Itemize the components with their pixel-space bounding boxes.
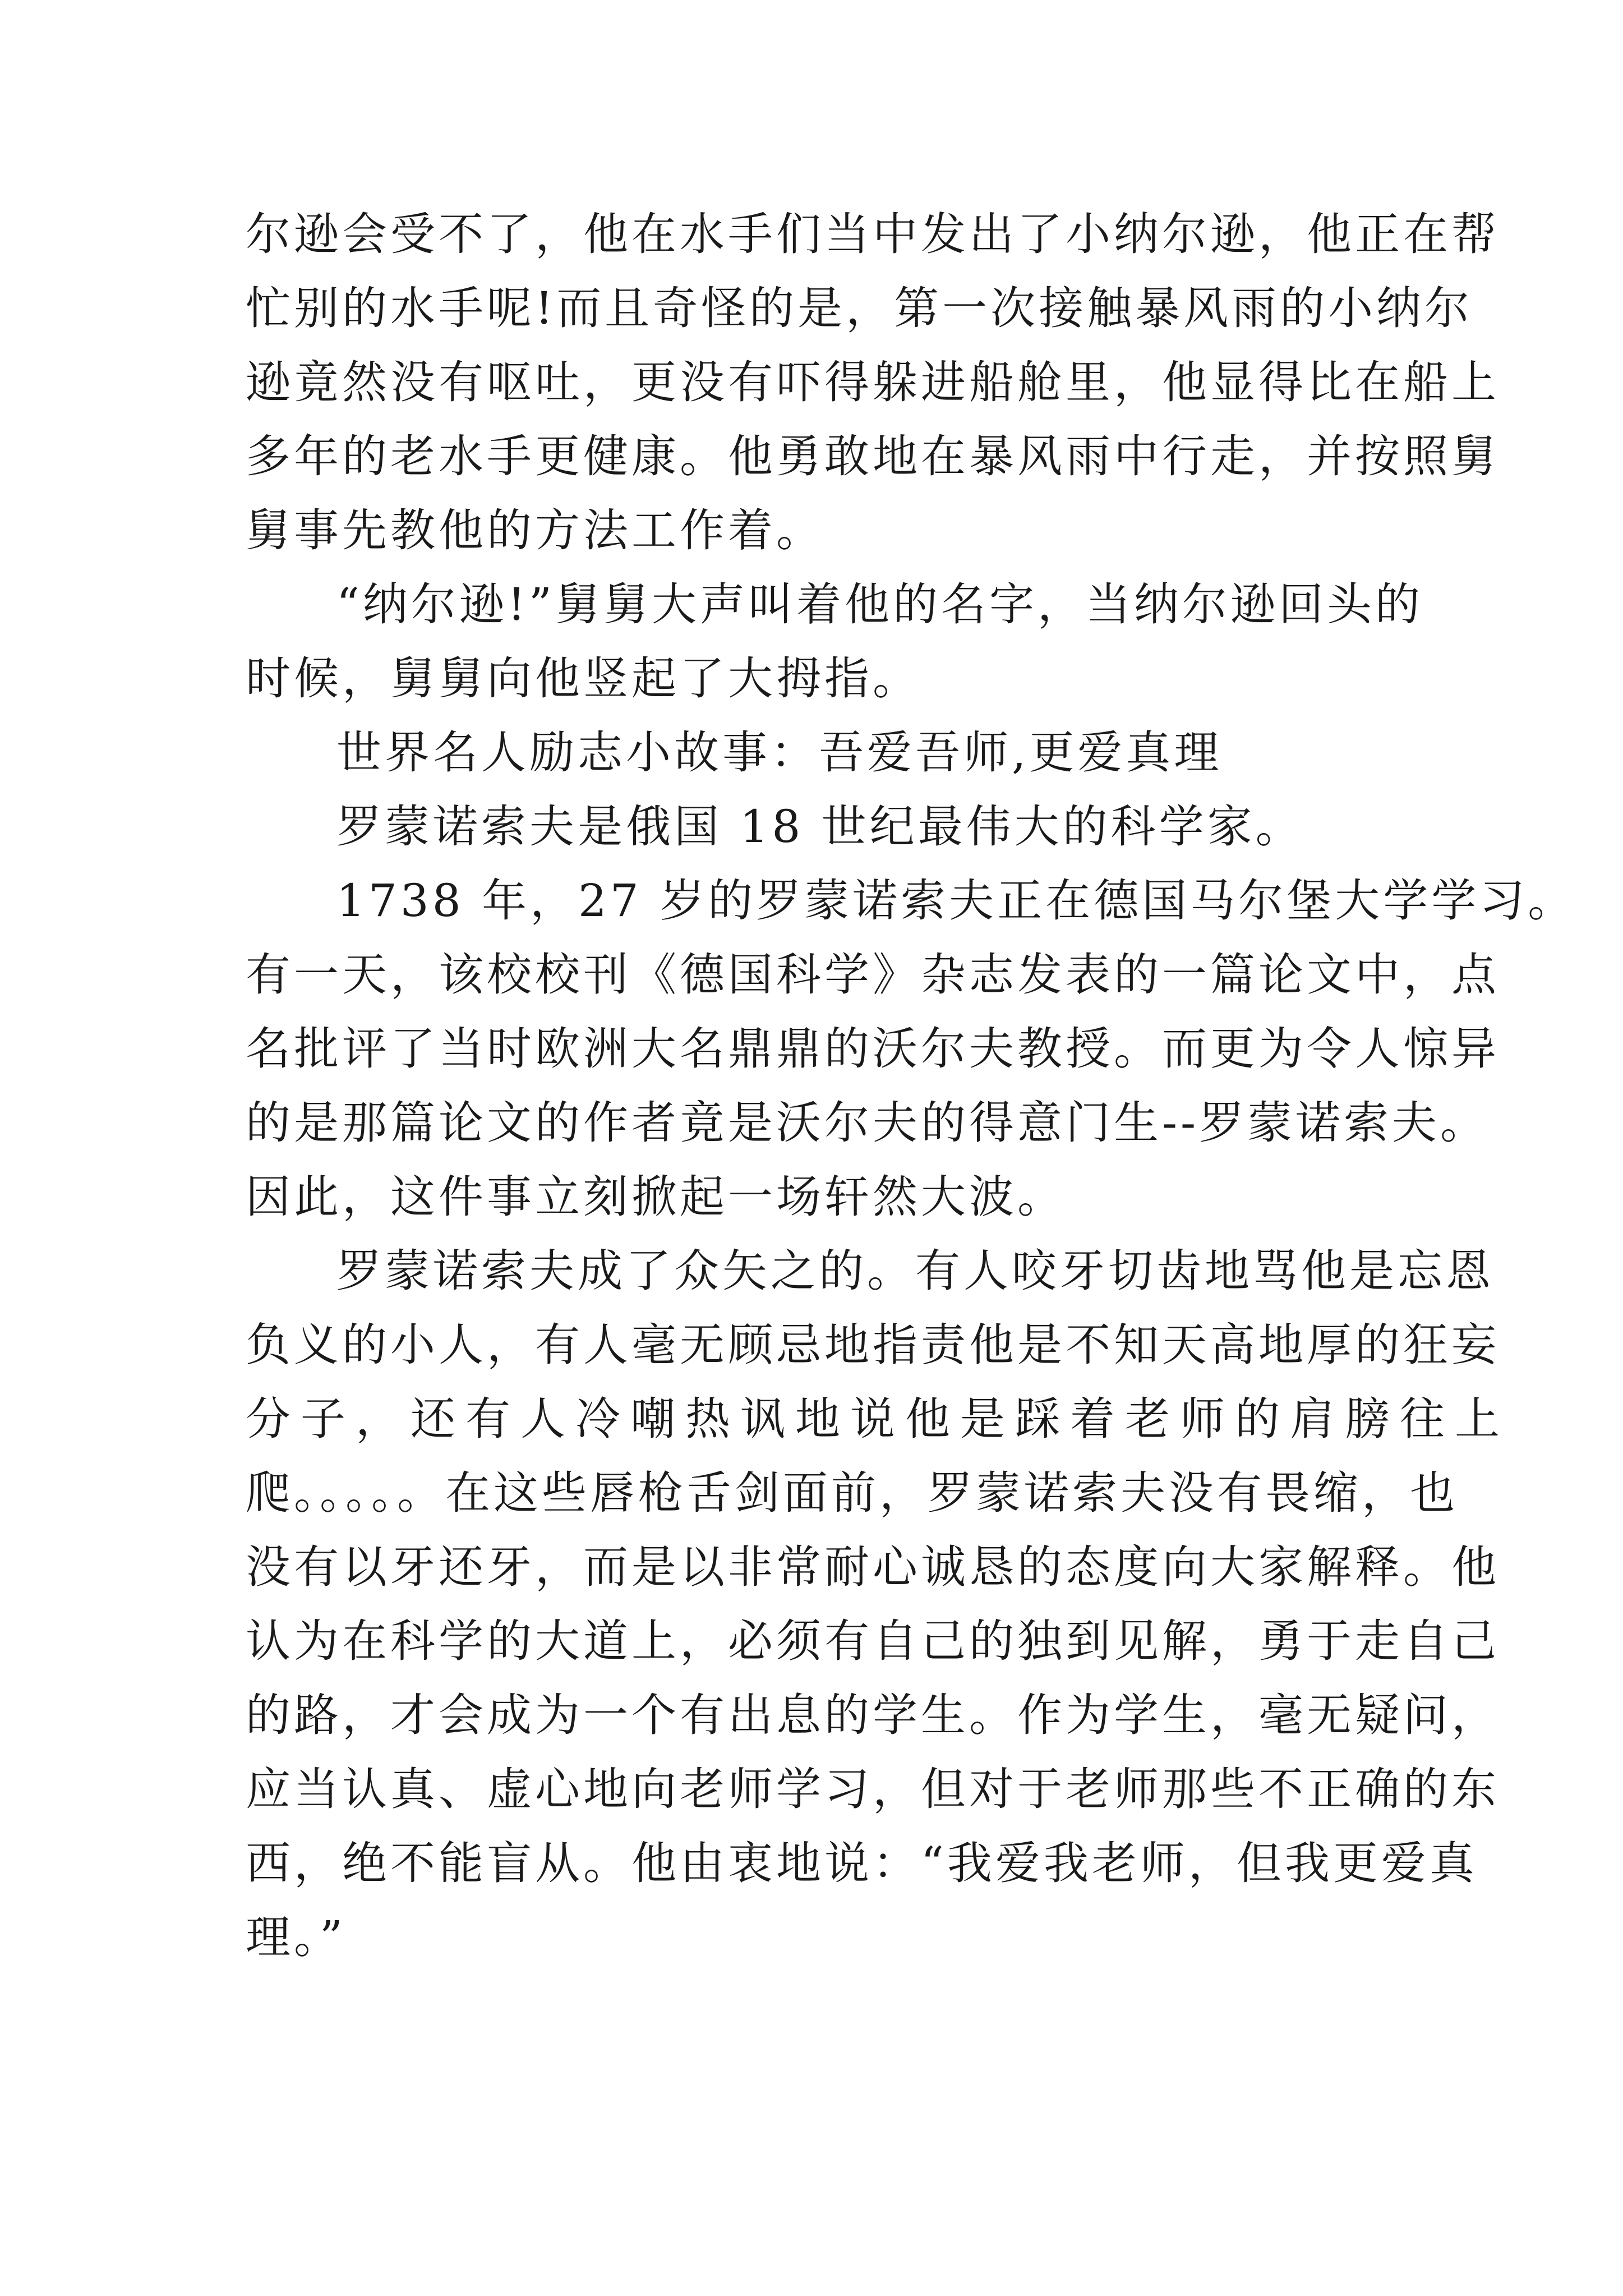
text-line: 1738 年，27 岁的罗蒙诺索夫正在德国马尔堡大学学习。 xyxy=(336,875,1576,927)
text-line: 罗蒙诺索夫成了众矢之的。有人咬牙切齿地骂他是忘恩 xyxy=(336,1245,1494,1297)
text-line: 多年的老水手更健康。他勇敢地在暴风雨中行走，并按照舅 xyxy=(246,430,1500,482)
text-line: 时候，舅舅向他竖起了大拇指。 xyxy=(246,652,921,705)
text-line: 爬。。。。。在这些唇枪舌剑面前，罗蒙诺索夫没有畏缩，也 xyxy=(246,1467,1458,1519)
text-line: 尔逊会受不了，他在水手们当中发出了小纳尔逊，他正在帮 xyxy=(246,208,1500,260)
text-line: 应当认真、虚心地向老师学习，但对于老师那些不正确的东 xyxy=(246,1763,1500,1815)
text-line: 忙别的水手呢!而且奇怪的是，第一次接触暴风雨的小纳尔 xyxy=(246,282,1473,334)
text-line: 罗蒙诺索夫是俄国 18 世纪最伟大的科学家。 xyxy=(336,800,1304,853)
text-line: 名批评了当时欧洲大名鼎鼎的沃尔夫教授。而更为令人惊异 xyxy=(246,1023,1500,1075)
text-line: 认为在科学的大道上，必须有自己的独到见解，勇于走自己 xyxy=(246,1615,1500,1667)
text-line: 逊竟然没有呕吐，更没有吓得躲进船舱里，他显得比在船上 xyxy=(246,356,1500,408)
text-line: 的是那篇论文的作者竟是沃尔夫的得意门生--罗蒙诺索夫。 xyxy=(246,1097,1489,1149)
text-line: 因此，这件事立刻掀起一场轩然大波。 xyxy=(246,1171,1066,1223)
text-line: 负义的小人，有人毫无顾忌地指责他是不知天高地厚的狂妄 xyxy=(246,1319,1500,1371)
text-line: 分子，还有人冷嘲热讽地说他是踩着老师的肩膀往上 xyxy=(246,1393,1510,1445)
section-heading: 世界名人励志小故事：吾爱吾师,更爱真理 xyxy=(336,726,1223,779)
text-line: 西，绝不能盲从。他由衷地说：“我爱我老师，但我更爱真 xyxy=(246,1837,1478,1889)
text-line: 舅事先教他的方法工作着。 xyxy=(246,504,824,556)
text-line: 没有以牙还牙，而是以非常耐心诚恳的态度向大家解释。他 xyxy=(246,1541,1500,1593)
text-line: 理。” xyxy=(246,1911,346,1963)
text-line: 有一天，该校校刊《德国科学》杂志发表的一篇论文中，点 xyxy=(246,949,1500,1001)
text-line: 的路，才会成为一个有出息的学生。作为学生，毫无疑问， xyxy=(246,1689,1500,1741)
text-line: “纳尔逊!”舅舅大声叫着他的名字，当纳尔逊回头的 xyxy=(336,578,1423,631)
